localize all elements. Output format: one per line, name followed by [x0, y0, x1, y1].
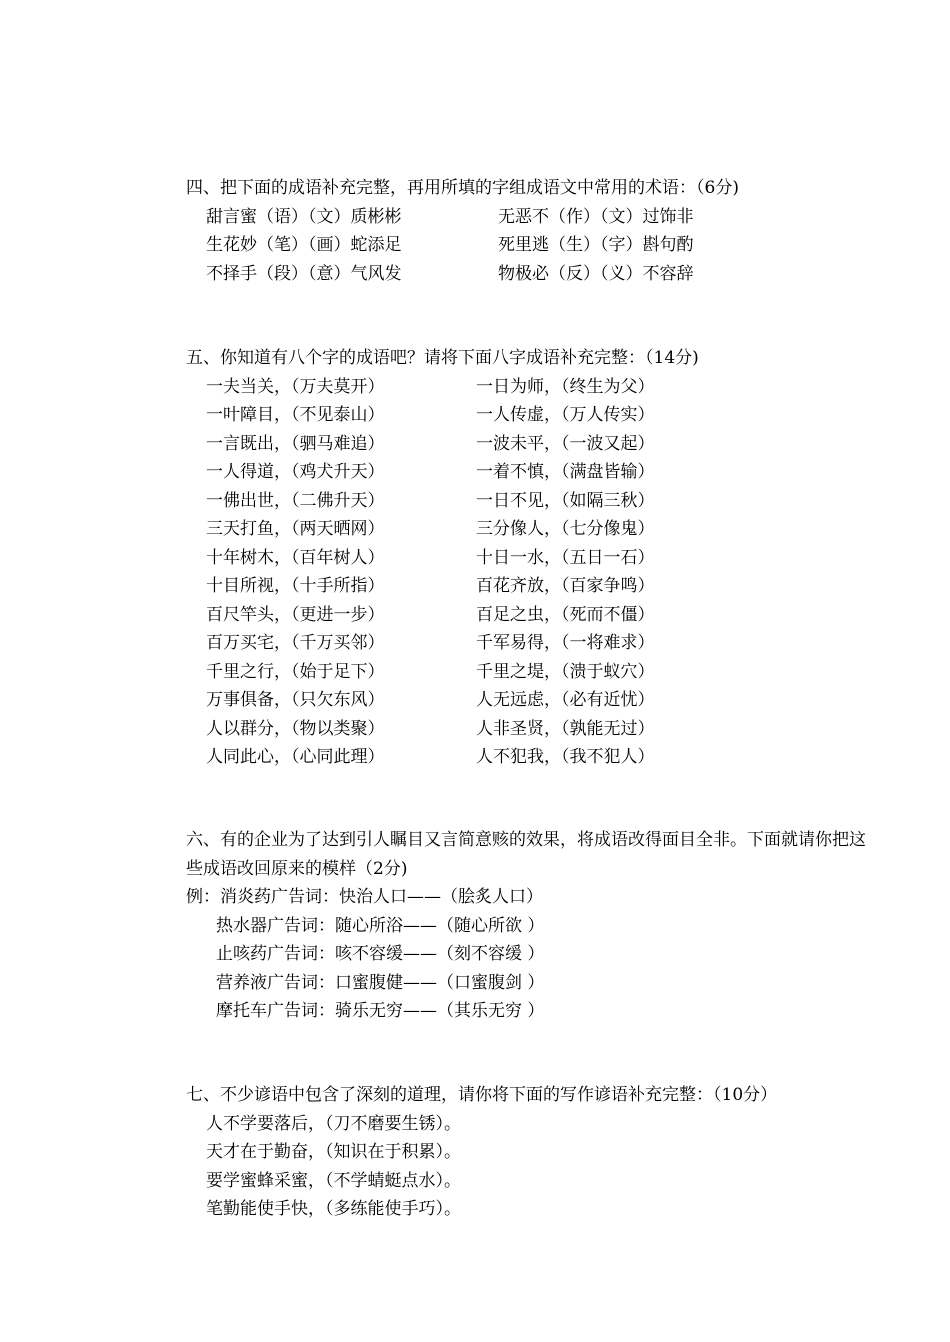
- proverb-item: 人不学要落后，（刀不磨要生锈）。: [206, 1113, 461, 1134]
- section-7-title: 七、不少谚语中包含了深刻的道理，请你将下面的写作谚语补充完整：（10分）: [186, 1085, 778, 1105]
- idiom-left: 人同此心，（心同此理）: [206, 747, 385, 767]
- idiom-left: 百尺竿头，（更进一步）: [206, 604, 385, 625]
- idiom-left: 人以群分，（物以类聚）: [206, 718, 385, 739]
- section-6: [186, 826, 866, 1026]
- proverb-item: 笔勤能使手快，（多练能使手巧）。: [206, 1199, 461, 1219]
- idiom-right: 人非圣贤，（孰能无过）: [476, 718, 655, 739]
- idiom-right: 一人传虚，（万人传实）: [476, 405, 655, 425]
- idiom-right: 十日一水，（五日一石）: [476, 547, 655, 568]
- idiom-right: 百花齐放，（百家争鸣）: [476, 576, 655, 596]
- idiom-row: [186, 487, 866, 516]
- idiom-left: 一言既出，（驷马难追）: [206, 433, 385, 454]
- proverb-item: 要学蜜蜂采蜜，（不学蜻蜓点水）。: [206, 1170, 461, 1191]
- idiom-right: 无恶不（作）（文）过饰非: [498, 206, 694, 227]
- section-4-title: 四、把下面的成语补充完整，再用所填的字组成语文中常用的术语：（6分): [186, 178, 739, 198]
- idiom-row: [186, 544, 866, 573]
- idiom-left: 十年树木，（百年树人）: [206, 547, 385, 568]
- idiom-left: 一夫当关，（万夫莫开）: [206, 376, 385, 397]
- idiom-right: 人不犯我，（我不犯人）: [476, 747, 655, 767]
- idiom-row: [186, 629, 866, 658]
- section-5-title: 五、你知道有八个字的成语吧？请将下面八字成语补充完整：（14分): [186, 348, 699, 368]
- ad-slogan-item: 营养液广告词：口蜜腹健——（口蜜腹剑 ）: [216, 972, 545, 993]
- idiom-right: 死里逃（生）（字）斟句酌: [498, 235, 694, 255]
- idiom-left: 生花妙（笔）（画）蛇添足: [206, 235, 402, 255]
- idiom-right: 三分像人，（七分像鬼）: [476, 519, 655, 539]
- idiom-left: 百万买宅，（千万买邻）: [206, 633, 385, 653]
- idiom-left: 千里之行，（始于足下）: [206, 661, 385, 682]
- idiom-left: 十目所视，（十手所指）: [206, 576, 385, 596]
- idiom-row: [186, 601, 866, 630]
- ad-slogan-item: 止咳药广告词：咳不容缓——（刻不容缓 ）: [216, 944, 545, 964]
- proverb-item: 天才在于勤奋，（知识在于积累）。: [206, 1142, 461, 1162]
- ad-slogan-item: 热水器广告词：随心所浴——（随心所欲 ）: [216, 915, 545, 936]
- idiom-row: [186, 658, 866, 687]
- idiom-right: 一着不慎，（满盘皆输）: [476, 462, 655, 482]
- idiom-right: 百足之虫，（死而不僵）: [476, 604, 655, 625]
- idiom-left: 万事俱备，（只欠东风）: [206, 690, 385, 710]
- idiom-row: [186, 430, 866, 459]
- idiom-right: 一日不见，（如隔三秋）: [476, 490, 655, 511]
- idiom-left: 不择手（段）（意）气风发: [206, 263, 402, 284]
- idiom-row: [186, 458, 866, 487]
- idiom-row: [186, 686, 866, 715]
- ad-slogan-item: 摩托车广告词：骑乐无穷——（其乐无穷 ）: [216, 1001, 545, 1021]
- idiom-left: 一叶障目，（不见泰山）: [206, 405, 385, 425]
- section-7: [186, 1081, 866, 1224]
- idiom-row: [186, 260, 866, 289]
- section-5: [186, 344, 866, 772]
- section-4: [186, 174, 866, 288]
- idiom-left: 三天打鱼，（两天晒网）: [206, 519, 385, 539]
- idiom-right: 千军易得，（一将难求）: [476, 633, 655, 653]
- idiom-row: [186, 401, 866, 430]
- idiom-right: 一日为师，（终生为父）: [476, 376, 655, 397]
- idiom-left: 甜言蜜（语）（文）质彬彬: [206, 206, 402, 227]
- example-line: 例：消炎药广告词：快治人口——（脍炙人口）: [186, 887, 543, 907]
- idiom-left: 一佛出世，（二佛升天）: [206, 490, 385, 511]
- section-6-title: 六、有的企业为了达到引人瞩目又言简意赅的效果，将成语改得面目全非。下面就请你把这些成语改回原来的模样（2分): [186, 830, 866, 879]
- idiom-left: 一人得道，（鸡犬升天）: [206, 462, 385, 482]
- idiom-right: 千里之堤，（溃于蚁穴）: [476, 661, 655, 682]
- idiom-row: [186, 231, 866, 260]
- idiom-row: [186, 203, 866, 232]
- idiom-right: 一波未平，（一波又起）: [476, 433, 655, 454]
- idiom-row: [186, 715, 866, 744]
- idiom-row: [186, 373, 866, 402]
- idiom-right: 物极必（反）（义）不容辞: [498, 263, 694, 284]
- idiom-row: [186, 515, 866, 544]
- idiom-right: 人无远虑，（必有近忧）: [476, 690, 655, 710]
- idiom-row: [186, 572, 866, 601]
- idiom-row: [186, 743, 866, 772]
